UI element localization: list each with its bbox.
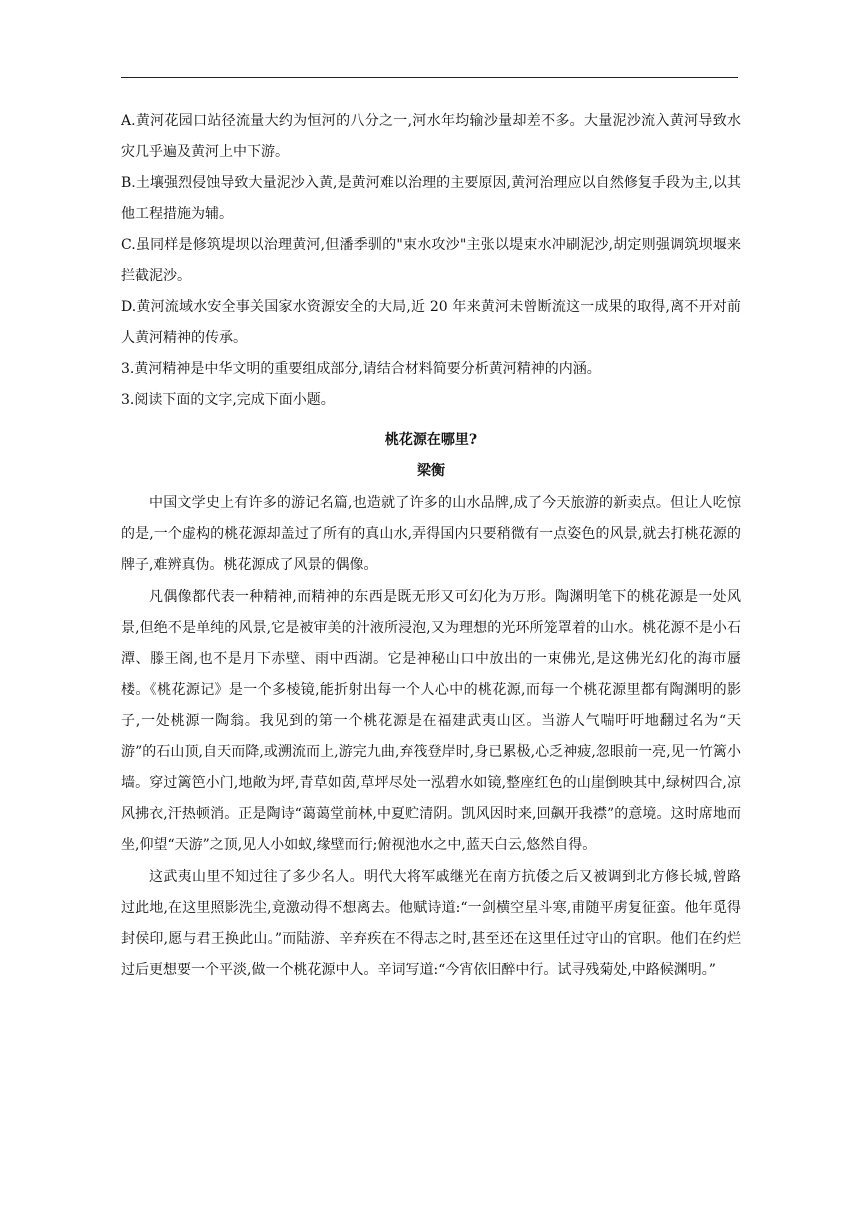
option-c: C.虽同样是修筑堤坝以治理黄河,但潘季驯的"束水攻沙"主张以堤束水冲刷泥沙,胡定则强调筑坝堰来拦截泥沙。 — [121, 237, 741, 284]
option-a: A.黄河花园口站径流量大约为恒河的八分之一,河水年均输沙量却差不多。大量泥沙流入黄河导致水灾几乎遍及黄河上中下游。 — [121, 113, 741, 160]
article-author: 梁衡 — [417, 463, 445, 479]
option-b: B.土壤强烈侵蚀导致大量泥沙入黄,是黄河难以治理的主要原因,黄河治理应以自然修复手段为主,以其他工程措施为辅。 — [121, 175, 741, 222]
question-3: 3.黄河精神是中华文明的重要组成部分,请结合材料简要分析黄河精神的内涵。 — [121, 361, 601, 377]
article-paragraph-1: 中国文学史上有许多的游记名篇,也造就了许多的山水品牌,成了今天旅游的新卖点。但让人吃惊的是,一个虚构的桃花源却盖过了所有的真山水,弄得国内只要稍微有一点姿色的风景,就去打桃花源的牌子,难辨真伪。桃花源成了风景的偶像。 — [121, 495, 741, 573]
document-body — [121, 106, 741, 987]
article-paragraph-3: 这武夷山里不知过往了多少名人。明代大将军戚继光在南方抗倭之后又被调到北方修长城,曾路过此地,在这里照影洗尘,竟激动得不想离去。他赋诗道:“一剑横空星斗寒,甫随平虏复征蛮。他年觅得封侯印,愿与君王换此山。”而陆游、辛弃疾在不得志之时,甚至还在这里任过守山的官职。他们在约烂过后更想要一个平淡,做一个桃花源中人。辛词写道:“今宵依旧醉中行。试寻残菊处,中路候渊明。” — [121, 869, 741, 978]
header-rule — [121, 77, 738, 78]
answer-options — [121, 106, 741, 416]
article-title: 桃花源在哪里? — [384, 432, 478, 448]
option-d: D.黄河流域水安全事关国家水资源安全的大局,近 20 年来黄河未曾断流这一成果的取得,离不开对前人黄河精神的传承。 — [121, 299, 741, 346]
article-paragraph-2: 凡偶像都代表一种精神,而精神的东西是既无形又可幻化为万形。陶渊明笔下的桃花源是一处风景,但绝不是单纯的风景,它是被审美的汁液所浸泡,又为理想的光环所笼罩着的山水。桃花源不是小石潭、滕王阁,也不是月下赤壁、雨中西湖。它是神秘山口中放出的一束佛光,是这佛光幻化的海市蜃楼。《桃花源记》是一个多棱镜,能折射出每一个人心中的桃花源,而每一个桃花源里都有陶渊明的影子,一处桃源一陶翁。我见到的第一个桃花源是在福建武夷山区。当游人气喘吁吁地翻过名为“天游”的石山顶,自天而降,或溯流而上,游完九曲,弃筏登岸时,身已累极,心乏神疲,忽眼前一亮,见一竹篱小墙。穿过篱笆小门,地敞为坪,青草如茵,草坪尽处一泓碧水如镜,整座红色的山崖倒映其中,绿树四合,凉风拂衣,汗热顿消。正是陶诗“蔼蔼堂前林,中夏贮清阴。凯风因时来,回飙开我襟”的意境。这时席地而坐,仰望“天游”之顶,见人小如蚁,缘壁而行;俯视池水之中,蓝天白云,悠然自得。 — [121, 589, 741, 853]
reading-intro: 3.阅读下面的文字,完成下面小题。 — [121, 392, 335, 408]
